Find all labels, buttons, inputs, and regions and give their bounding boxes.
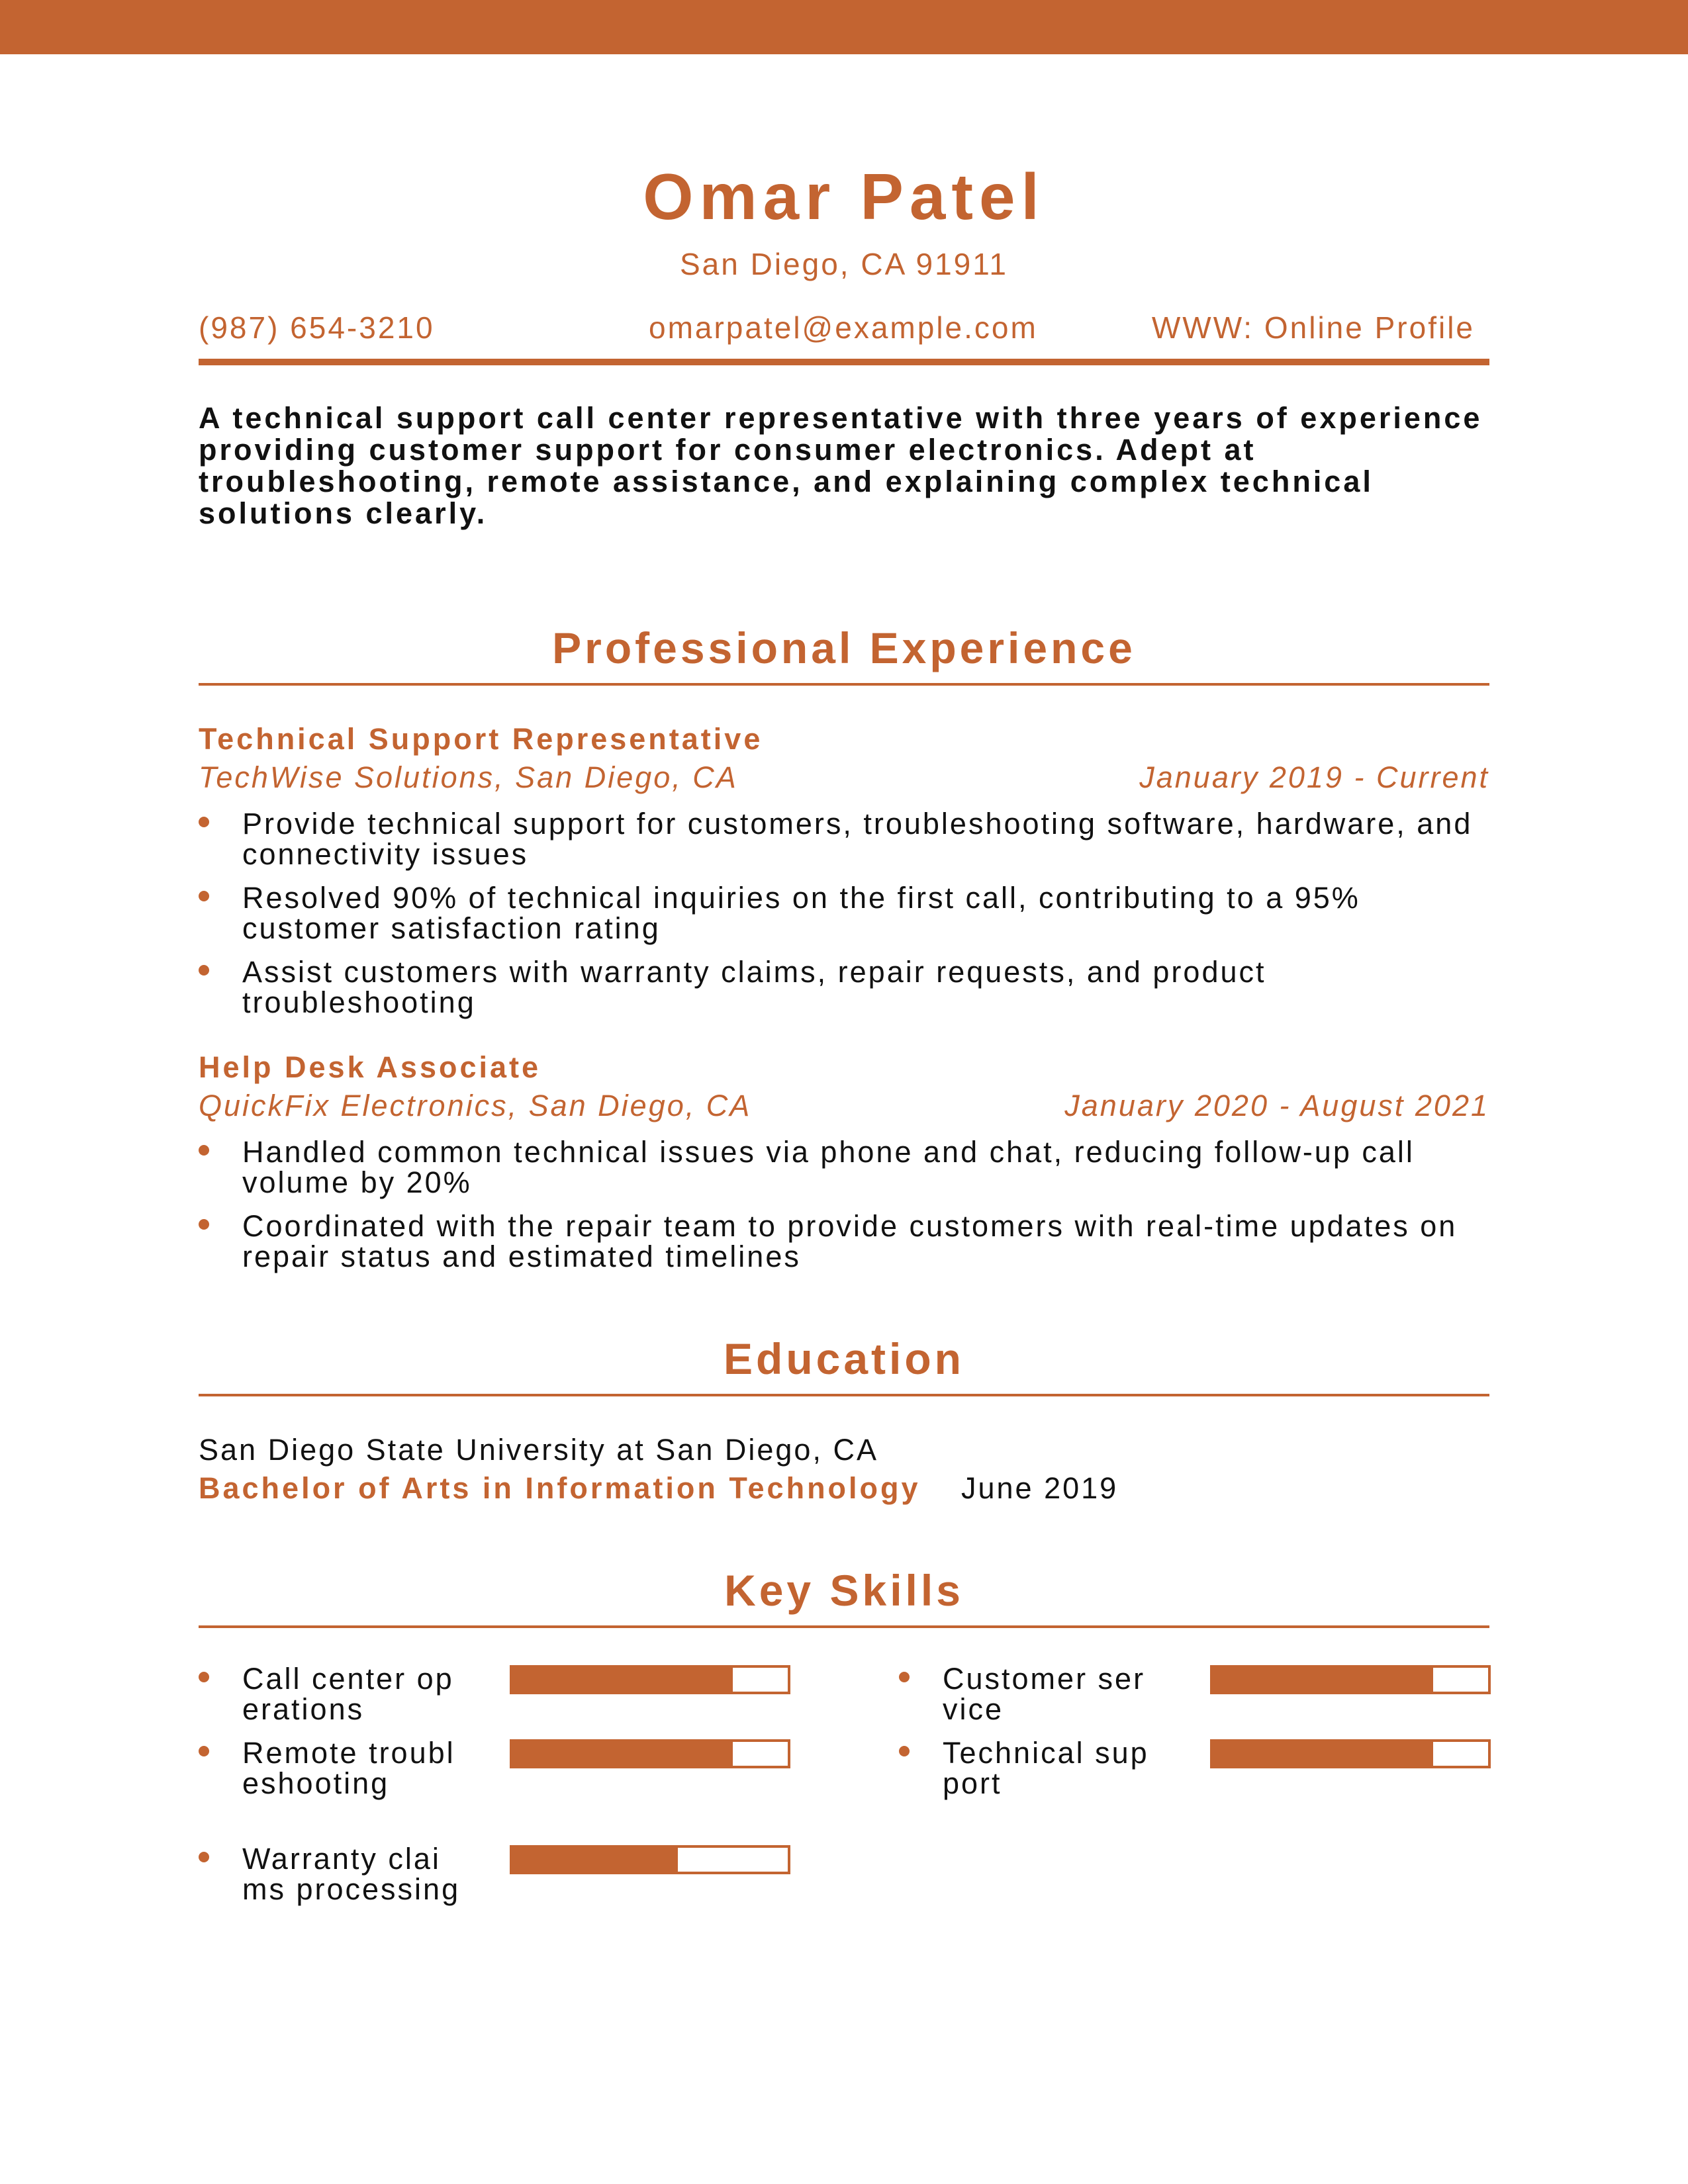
bullet-dot-icon xyxy=(199,1672,209,1682)
skill-name: Warranty claims processing xyxy=(242,1842,461,1906)
job-dates: January 2020 - August 2021 xyxy=(1064,1089,1489,1122)
bullet-dot-icon xyxy=(199,1219,209,1230)
bullet-dot-icon xyxy=(199,1145,209,1156)
bullet-dot-icon xyxy=(899,1746,910,1756)
skill-name: Call center operations xyxy=(242,1662,454,1726)
bullet-dot-icon xyxy=(199,1746,209,1756)
skill-level-fill xyxy=(512,1848,678,1872)
bullet-dot-icon xyxy=(899,1672,910,1682)
education-heading: Education xyxy=(723,1334,964,1383)
top-accent-bar xyxy=(0,0,1688,54)
skill-name: Customer service xyxy=(943,1662,1146,1726)
summary-text: A technical support call center representative with three years of experience providing customer support for consumer electronics. Adept at troubleshooting, remote assistance, and explaining complex technical solutions clearly. xyxy=(199,401,1483,530)
bullet-text: Resolved 90% of technical inquiries on the first call, contributing to a 95% customer satisfaction rating xyxy=(242,881,1360,945)
skill-name: Remote troubleshooting xyxy=(242,1736,455,1800)
job-title: Technical Support Representative xyxy=(199,722,763,756)
bullet-dot-icon xyxy=(199,965,209,976)
skill-level-fill xyxy=(512,1742,733,1766)
skill-level-fill xyxy=(1213,1742,1433,1766)
skill-level-fill xyxy=(512,1668,733,1692)
job-title: Help Desk Associate xyxy=(199,1050,541,1084)
candidate-name: Omar Patel xyxy=(643,160,1045,233)
bullet-dot-icon xyxy=(199,891,209,901)
skill-item xyxy=(199,1738,794,1844)
skill-level-bar xyxy=(510,1665,790,1694)
job-dates: January 2019 - Current xyxy=(1139,760,1489,794)
skill-name: Technical support xyxy=(943,1736,1149,1800)
education-school: San Diego State University at San Diego, CA xyxy=(199,1433,878,1467)
candidate-address: San Diego, CA 91911 xyxy=(679,247,1009,281)
bullet-dot-icon xyxy=(199,817,209,827)
experience-divider xyxy=(199,683,1489,686)
phone-number[interactable]: (987) 654-3210 xyxy=(199,310,435,345)
skill-item xyxy=(199,1844,794,1950)
bullet-text: Assist customers with warranty claims, repair requests, and product troubleshooting xyxy=(242,955,1266,1019)
website-link[interactable]: WWW: Online Profile xyxy=(1151,310,1475,345)
job-company: TechWise Solutions, San Diego, CA xyxy=(199,760,738,794)
skills-heading: Key Skills xyxy=(724,1566,964,1615)
experience-heading: Professional Experience xyxy=(552,623,1136,672)
skill-level-bar xyxy=(1210,1739,1491,1768)
bullet-text: Handled common technical issues via phone and chat, reducing follow-up call volume by 20% xyxy=(242,1135,1415,1199)
bullet-text: Coordinated with the repair team to provide customers with real-time updates on repair status and estimated timelines xyxy=(242,1209,1458,1273)
education-date: June 2019 xyxy=(961,1471,1119,1505)
skill-level-bar xyxy=(510,1739,790,1768)
email-link[interactable]: omarpatel@example.com xyxy=(649,310,1038,345)
job-company: QuickFix Electronics, San Diego, CA xyxy=(199,1089,752,1122)
education-degree: Bachelor of Arts in Information Technology xyxy=(199,1471,921,1505)
education-divider xyxy=(199,1394,1489,1396)
header-divider xyxy=(199,359,1489,365)
skill-level-fill xyxy=(1213,1668,1433,1692)
skill-level-bar xyxy=(510,1845,790,1874)
bullet-dot-icon xyxy=(199,1852,209,1862)
bullet-text: Provide technical support for customers, troubleshooting software, hardware, and connectivity issues xyxy=(242,807,1473,871)
skill-level-bar xyxy=(1210,1665,1491,1694)
skill-item xyxy=(899,1738,1495,1844)
skills-divider xyxy=(199,1625,1489,1628)
